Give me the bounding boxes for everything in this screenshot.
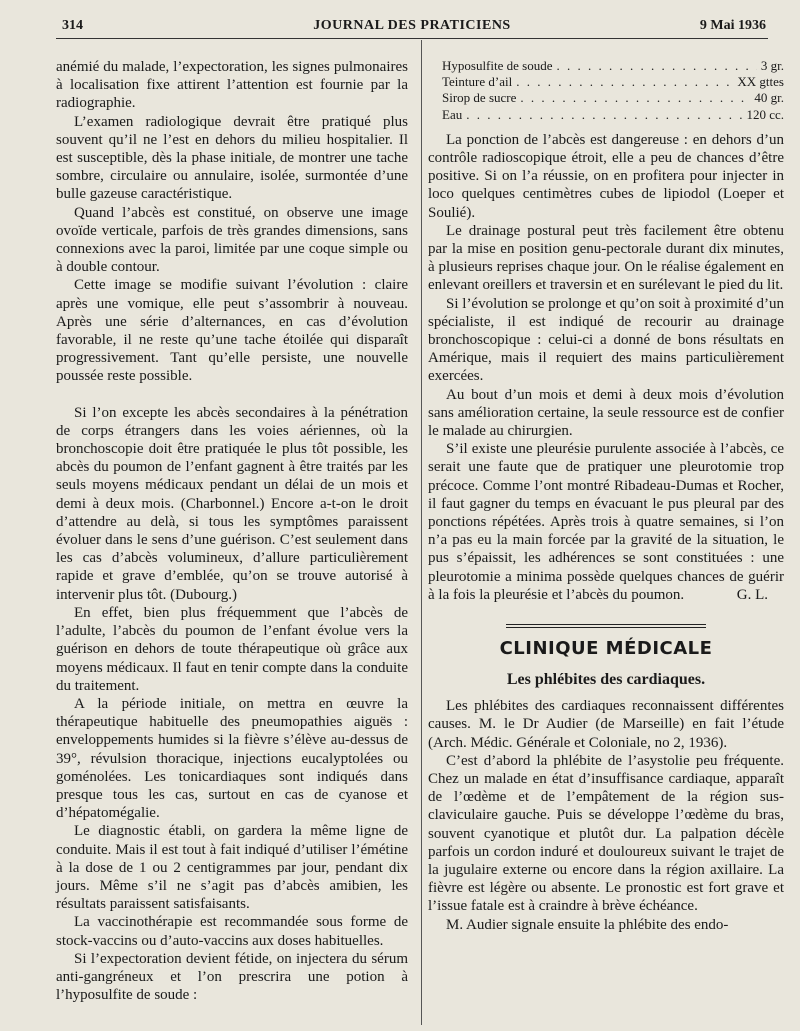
page-number: 314 (62, 18, 83, 33)
journal-title: JOURNAL DES PRATICIENS (313, 18, 511, 33)
quantity: 40 gr. (754, 90, 784, 106)
paragraph (428, 440, 784, 604)
section-title: CLINIQUE MÉDICALE (499, 638, 713, 660)
right-column (428, 58, 784, 934)
paragraph: A la période initiale, on mettra en œuvre la thérapeutique habituelle des pneumopathies aiguës : enveloppements humides si la fièvre s’élève au-dessus de 39°, révulsion thoracique, injections eucalyptolées ou goménolées. Les tonicardiaques sont indiqués dans presque tous les cas, surtout en cas de cyanose et d’hépatomégalie. (56, 695, 408, 822)
issue-date: 9 Mai 1936 (699, 18, 766, 33)
ingredient: Eau (442, 106, 463, 122)
paragraph: Si l’évolution se prolonge et qu’on soit à proximité d’un spécialiste, il est indiqué de recourir au drainage bronchoscopique : celui-ci a donné de bons résultats en Amérique, mais il requiert des mains particulièrement exercées. (428, 295, 784, 385)
paragraph: Le drainage postural peut très facilement être obtenu par la mise en position genu-pectorale durant dix minutes, à plusieurs reprises chaque jour. On le réalise également en enlevant oreillers et traversin et en surélevant le pied du lit. (428, 222, 784, 294)
quantity: 3 gr. (760, 58, 784, 73)
prescription-list (442, 58, 784, 123)
left-column (56, 58, 408, 1004)
paragraph: C’est d’abord la phlébite de l’asystolie peu fréquente. Chez un malade en état d’insuffisance cardiaque, apparaît de l’œdème et de l’empâtement de la région sus-claviculaire gauche. Puis se développe l’œdème du bras, souvent cyanotique et plutôt dur. La palpation décèle parfois un cordon induré et douloureux suivant le trajet de la jugulaire externe ou encore dans la région axillaire. La fièvre est légère ou absente. Le pronostic est fort grave et l’issue fatale est à craindre à brève échéance. (428, 752, 784, 915)
paragraph: Au bout d’un mois et demi à deux mois d’évolution sans amélioration certaine, la seule ressource est de confier le malade au chirurgien. (428, 386, 784, 440)
paragraph: Si l’expectoration devient fétide, on injectera du sérum anti-gangréneux et l’on prescrira une potion à l’hyposulfite de soude : (56, 950, 408, 1004)
author-signature: G. L. (736, 586, 768, 603)
paragraph: Cette image se modifie suivant l’évolution : claire après une vomique, elle peut s’assombrir à nouveau. Après une série d’alternances, en cas d’évolution favorable, il ne reste qu’une tache étoilée qui disparaît progressivement. Tant qu’elle persiste, une nouvelle poussée reste possible. (56, 277, 408, 385)
article-title: Les phlébites des cardiaques. (506, 671, 706, 689)
paragraph: La ponction de l’abcès est dangereuse : en dehors d’un contrôle radioscopique étroit, elle a peu de chances d’être positive. Si on l’a réussie, on en profitera pour injecter in loco quelques centimètres cubes de lipiodol (Loeper et Soulié). (428, 131, 784, 221)
prescription-row (442, 58, 784, 74)
prescription-row (442, 90, 784, 106)
quantity: XX gttes (737, 74, 784, 90)
paragraph: anémié du malade, l’expectoration, les signes pulmonaires à localisation fixe attirent l’attention est fournie par la radiographie. (56, 59, 408, 112)
paragraph: M. Audier signale ensuite la phlébite des endo- (446, 916, 729, 933)
prescription-row (442, 74, 784, 90)
paragraph: La vaccinothérapie est recommandée sous forme de stock-vaccins ou d’auto-vaccins aux doses habituelles. (56, 914, 408, 949)
quantity: 120 cc. (746, 106, 784, 122)
ingredient: Hyposulfite de soude (442, 58, 553, 73)
paragraph: Si l’on excepte les abcès secondaires à la pénétration de corps étrangers dans les voies aériennes, où la bronchoscopie doit être pratiquée le plus tôt possible, les abcès du poumon de l’enfant gagnent à être traités par les seuls moyens médicaux pendant un délai de un mois et demi à deux mois. (Charbonnel.) Encore a-t-on le droit d’attendre au delà, si tous les symptômes paraissent évoluer dans le sens d’une guérison. C’est seulement dans les cas d’abcès volumineux, d’allure particulièrement rapide et grave d’emblée, qu’on se trouve autorisé à intervenir plus tôt. (Dubourg.) (56, 404, 408, 603)
paragraph-text: S’il existe une pleurésie purulente associée à l’abcès, ce serait une faute que de pratiquer une pleurotomie trop précoce. Comme l’ont montré Ribadeau-Dumas et Rocher, il faut gagner du temps en évacuant le pus pleural par des ponctions répétées. Après trois à quatre semaines, si l’on n’a pas eu la main forcée par la gravité de la situation, le pus s’épaissit, les adhérences se sont constituées : une pleurotomie a minima possède quelques chances de guérir à la fois la pleurésie et l’abcès du poumon. (428, 441, 784, 603)
ingredient: Teinture d’ail (442, 74, 513, 90)
paragraph: Quand l’abcès est constitué, on observe une image ovoïde verticale, parfois de très grandes dimensions, sans connexions avec la paroi, limitée par une coque simple ou à double contour. (56, 204, 408, 276)
section-header (428, 624, 784, 689)
paragraph: Le diagnostic établi, on gardera la même ligne de conduite. Mais il est tout à fait indiqué d’utiliser l’émétine à la dose de 1 ou 2 centigrammes par jour, pendant dix jours. Même s’il ne s’agit pas d’abcès amibien, les résultats paraissent satisfaisants. (56, 823, 408, 913)
page-header (56, 12, 768, 39)
paragraph: En effet, bien plus fréquemment que l’abcès de l’adulte, l’abcès du poumon de l’enfant évolue vers la guérison en dehors de toute thérapeutique où grâce aux moyens médicaux. Il faut en tenir compte dans la conduite du traitement. (56, 604, 408, 694)
column-divider (421, 40, 422, 1025)
prescription-row (442, 107, 784, 123)
paragraph: Les phlébites des cardiaques reconnaissent différentes causes. M. le Dr Audier (de Marseille) en fait l’étude (Arch. Médic. Générale et Coloniale, no 2, 1936). (428, 698, 784, 751)
paragraph: L’examen radiologique devrait être pratiqué plus souvent qu’il ne l’est en dehors du milieu hospitalier. Il est susceptible, dès la phase initiale, de montrer une tache sombre, circulaire ou annulaire, isolée, surmontée d’une bulle gazeuse caractéristique. (56, 113, 408, 203)
section-rule (506, 624, 706, 628)
ingredient: Sirop de sucre (442, 90, 517, 106)
